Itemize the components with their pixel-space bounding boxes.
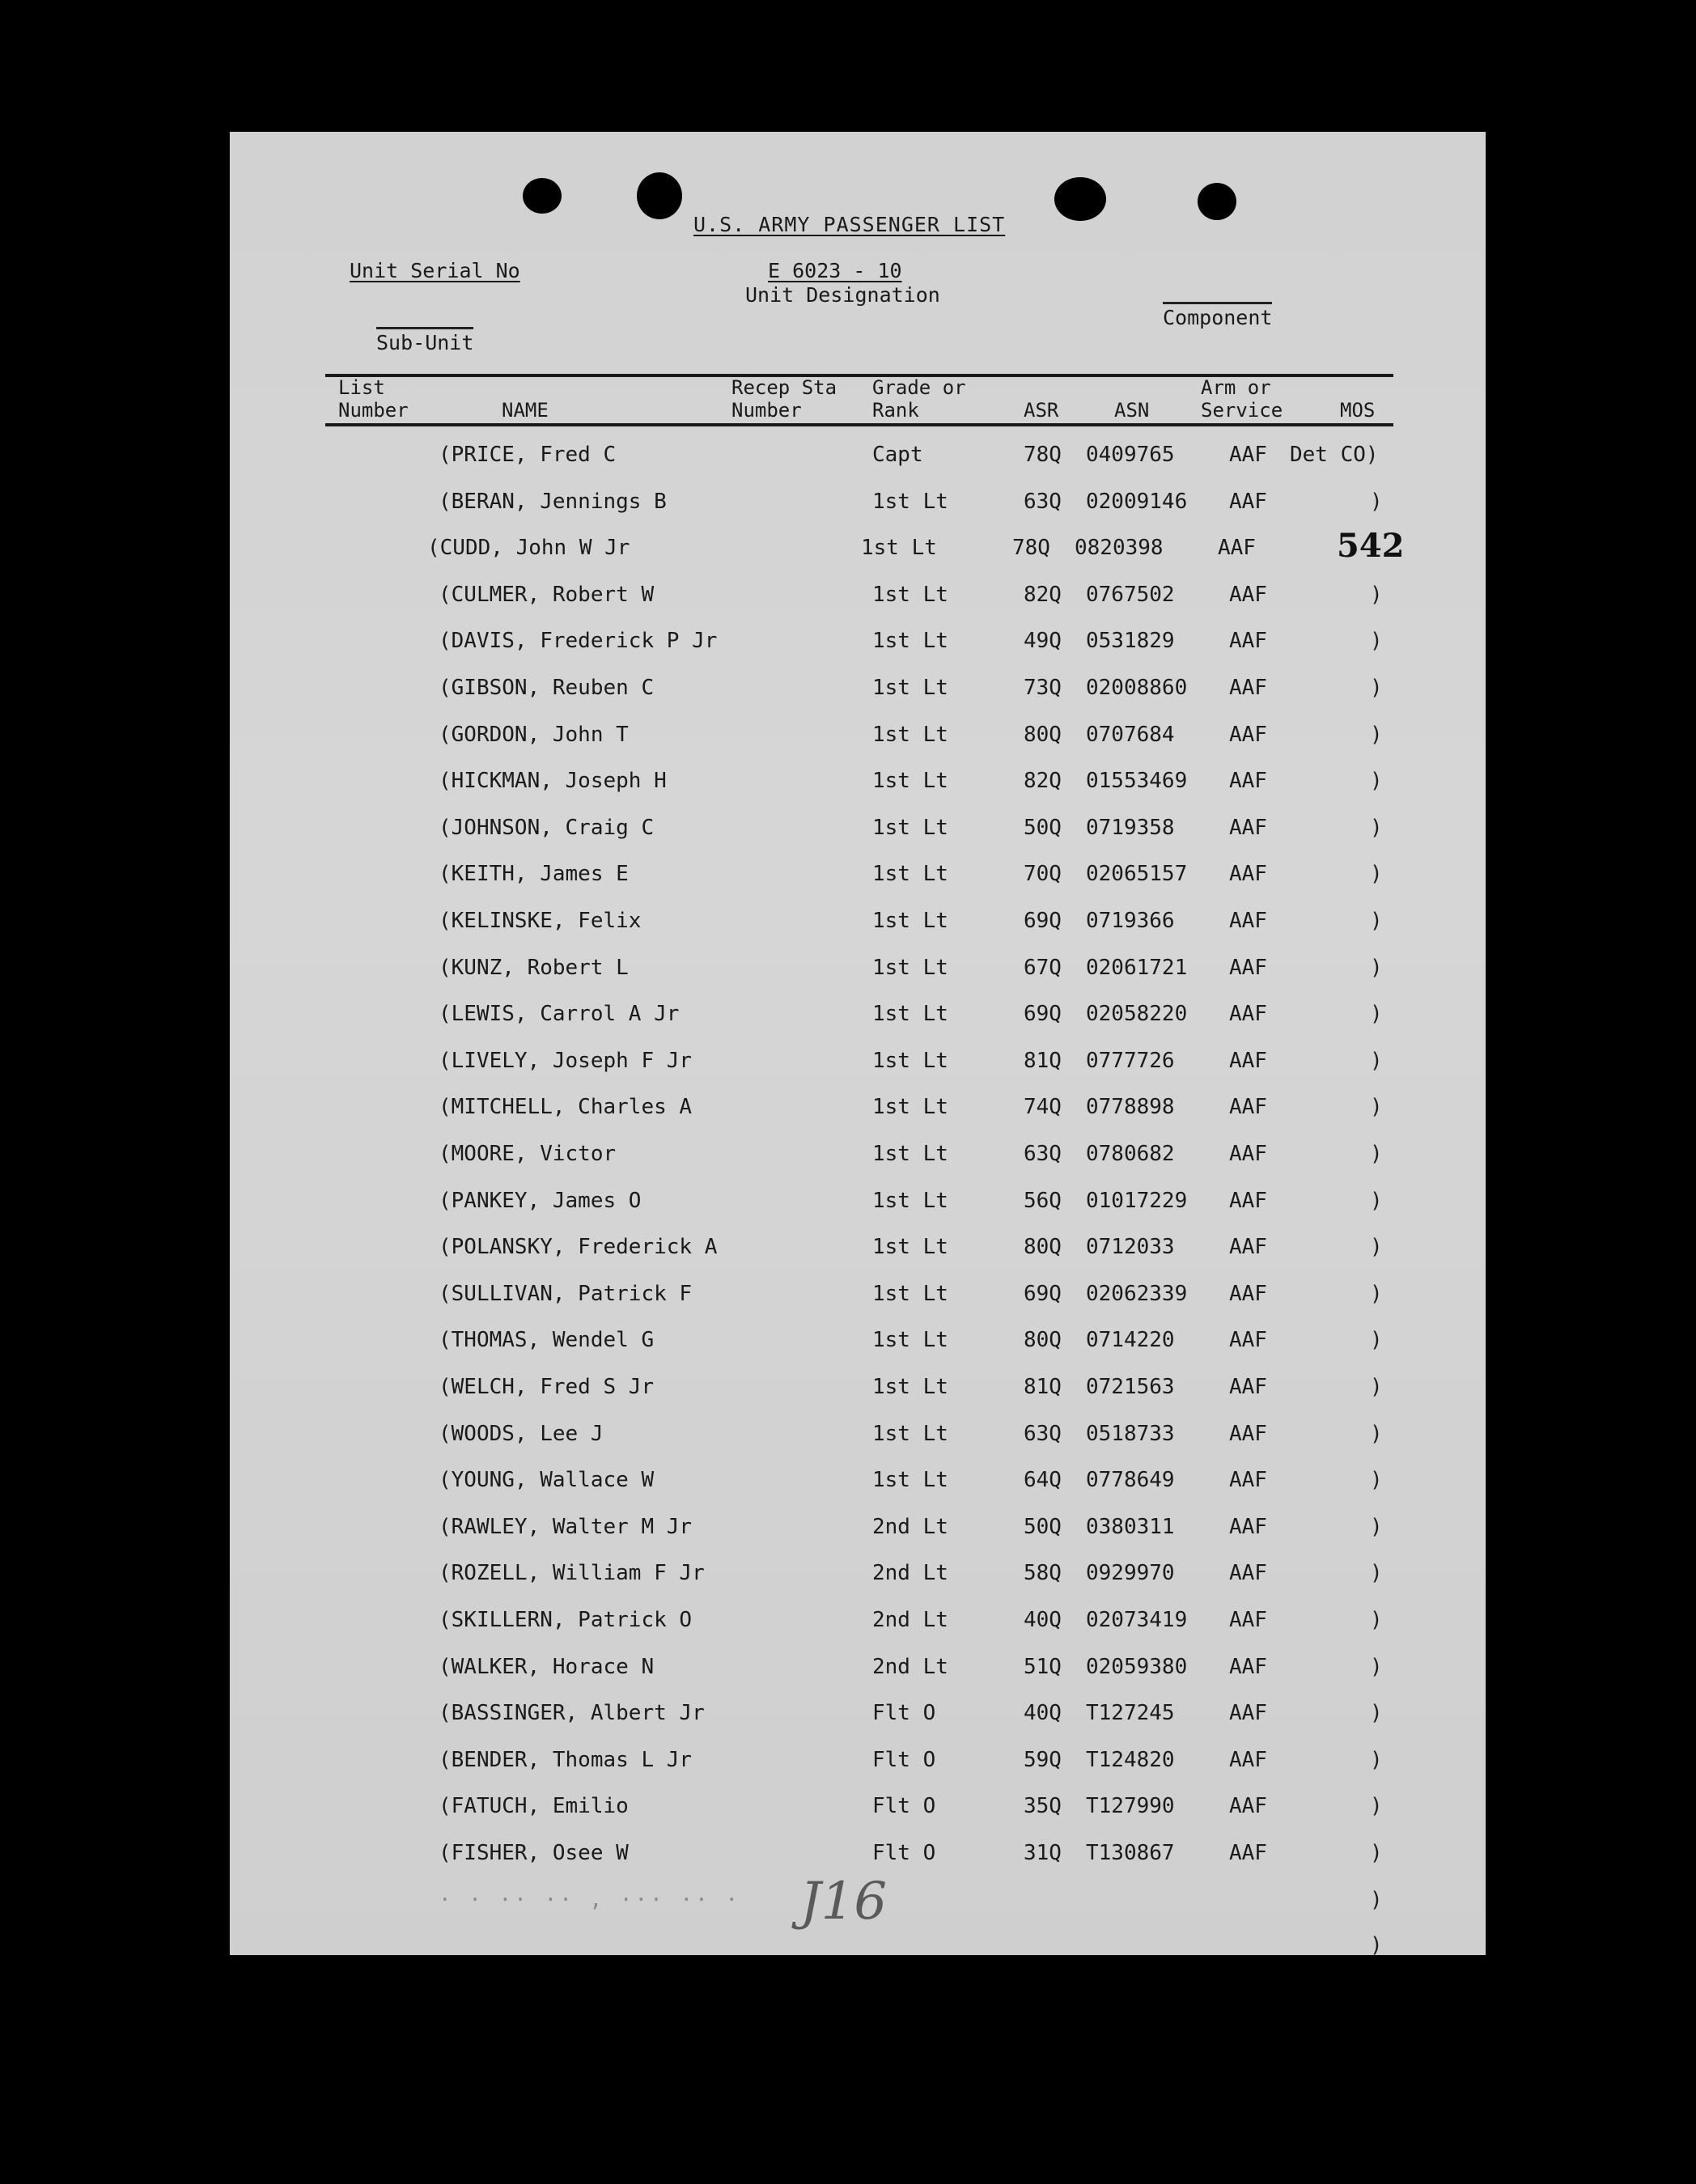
passenger-asn: 02059380 bbox=[1086, 1654, 1188, 1679]
passenger-mos: ) bbox=[1370, 815, 1383, 840]
passenger-arm: AAF bbox=[1229, 443, 1267, 467]
passenger-rank: 1st Lt bbox=[872, 1048, 948, 1073]
col-arm: Arm or Service bbox=[1201, 376, 1283, 422]
passenger-name: (BERAN, Jennings B bbox=[439, 489, 667, 514]
passenger-mos: ) bbox=[1370, 862, 1383, 887]
passenger-rank: 2nd Lt bbox=[872, 1514, 948, 1539]
passenger-rank: 1st Lt bbox=[861, 536, 937, 561]
passenger-mos: ) bbox=[1370, 769, 1383, 794]
passenger-asr: 81Q bbox=[1024, 1048, 1062, 1073]
table-row bbox=[230, 905, 1486, 938]
passenger-mos: ) bbox=[1370, 1095, 1383, 1120]
table-row bbox=[230, 765, 1486, 798]
passenger-mos: ) bbox=[1370, 1235, 1383, 1260]
passenger-asn: T130867 bbox=[1086, 1841, 1175, 1865]
passenger-name: (WELCH, Fred S Jr bbox=[439, 1375, 655, 1399]
passenger-asr: 78Q bbox=[1012, 536, 1050, 561]
passenger-mos: ) bbox=[1370, 1841, 1383, 1865]
punch-hole bbox=[1054, 177, 1106, 221]
table-row bbox=[230, 439, 1486, 472]
passenger-rank: 2nd Lt bbox=[872, 1608, 948, 1632]
punch-hole bbox=[1198, 183, 1236, 220]
passenger-asr: 31Q bbox=[1024, 1841, 1062, 1865]
passenger-arm: AAF bbox=[1229, 1048, 1267, 1073]
passenger-mos: ) bbox=[1370, 1747, 1383, 1772]
passenger-arm: AAF bbox=[1229, 1468, 1267, 1493]
table-row bbox=[218, 532, 1474, 565]
passenger-name: (HICKMAN, Joseph H bbox=[439, 769, 667, 794]
passenger-mos: ) bbox=[1370, 1188, 1383, 1213]
passenger-name: (PANKEY, James O bbox=[439, 1188, 642, 1213]
passenger-asn: 01017229 bbox=[1086, 1188, 1188, 1213]
table-row bbox=[230, 1605, 1486, 1637]
unit-serial-label: Unit Serial No bbox=[350, 259, 520, 282]
passenger-mos: ) bbox=[1370, 722, 1383, 747]
col-recep-sta: Recep Sta Number bbox=[731, 376, 837, 422]
passenger-mos: ) bbox=[1370, 676, 1383, 700]
passenger-asr: 78Q bbox=[1024, 443, 1062, 467]
passenger-asr: 64Q bbox=[1024, 1468, 1062, 1493]
passenger-asr: 50Q bbox=[1024, 1514, 1062, 1539]
table-row bbox=[230, 1419, 1486, 1451]
trailing-mark: ) bbox=[1370, 1933, 1383, 1957]
table-row bbox=[230, 859, 1486, 891]
passenger-arm: AAF bbox=[1229, 1841, 1267, 1865]
passenger-asr: 58Q bbox=[1024, 1561, 1062, 1586]
passenger-asn: 0719358 bbox=[1086, 815, 1175, 840]
punch-hole bbox=[637, 172, 682, 219]
passenger-mos: ) bbox=[1370, 1048, 1383, 1073]
passenger-asn: 0929970 bbox=[1086, 1561, 1175, 1586]
passenger-name: (LEWIS, Carrol A Jr bbox=[439, 1002, 680, 1027]
passenger-asn: 0778898 bbox=[1086, 1095, 1175, 1120]
passenger-name: (GIBSON, Reuben C bbox=[439, 676, 655, 700]
passenger-mos: ) bbox=[1370, 1328, 1383, 1353]
passenger-asr: 59Q bbox=[1024, 1747, 1062, 1772]
passenger-rank: 1st Lt bbox=[872, 629, 948, 654]
punch-hole bbox=[523, 178, 562, 214]
passenger-name: (THOMAS, Wendel G bbox=[439, 1328, 655, 1353]
passenger-rank: 2nd Lt bbox=[872, 1654, 948, 1679]
passenger-asr: 56Q bbox=[1024, 1188, 1062, 1213]
table-row bbox=[230, 812, 1486, 845]
table-row bbox=[230, 999, 1486, 1031]
passenger-rank: 1st Lt bbox=[872, 1235, 948, 1260]
component-label: Component bbox=[1163, 302, 1272, 329]
passenger-asr: 74Q bbox=[1024, 1095, 1062, 1120]
passenger-name: (YOUNG, Wallace W bbox=[439, 1468, 655, 1493]
passenger-arm: AAF bbox=[1229, 629, 1267, 654]
passenger-asn: T127990 bbox=[1086, 1794, 1175, 1819]
table-row bbox=[230, 1465, 1486, 1497]
passenger-asr: 80Q bbox=[1024, 722, 1062, 747]
passenger-name: (CULMER, Robert W bbox=[439, 582, 655, 607]
col-asn: ASN bbox=[1114, 399, 1150, 422]
passenger-mos: ) bbox=[1370, 582, 1383, 607]
passenger-mos: ) bbox=[1370, 489, 1383, 514]
passenger-arm: AAF bbox=[1229, 1561, 1267, 1586]
passenger-name: (WOODS, Lee J bbox=[439, 1421, 604, 1446]
passenger-asn: 0780682 bbox=[1086, 1142, 1175, 1166]
passenger-asr: 63Q bbox=[1024, 1142, 1062, 1166]
col-grade: Grade or Rank bbox=[872, 376, 966, 422]
passenger-arm: AAF bbox=[1229, 676, 1267, 700]
passenger-rank: Flt O bbox=[872, 1747, 936, 1772]
passenger-asr: 81Q bbox=[1024, 1375, 1062, 1399]
passenger-rank: 1st Lt bbox=[872, 1281, 948, 1306]
passenger-arm: AAF bbox=[1229, 1514, 1267, 1539]
passenger-asr: 70Q bbox=[1024, 862, 1062, 887]
passenger-arm: AAF bbox=[1229, 955, 1267, 980]
passenger-asn: 02008860 bbox=[1086, 676, 1188, 700]
passenger-asr: 40Q bbox=[1024, 1701, 1062, 1726]
table-row bbox=[230, 1652, 1486, 1684]
passenger-rank: 1st Lt bbox=[872, 862, 948, 887]
passenger-name: (GORDON, John T bbox=[439, 722, 629, 747]
passenger-arm: AAF bbox=[1229, 1654, 1267, 1679]
table-row bbox=[230, 1279, 1486, 1311]
passenger-rank: 1st Lt bbox=[872, 955, 948, 980]
table-row bbox=[230, 1045, 1486, 1078]
passenger-name: (FATUCH, Emilio bbox=[439, 1794, 629, 1819]
table-row bbox=[230, 1745, 1486, 1777]
passenger-mos: Det CO) bbox=[1290, 443, 1379, 467]
passenger-asr: 69Q bbox=[1024, 1002, 1062, 1027]
passenger-arm: AAF bbox=[1229, 1328, 1267, 1353]
passenger-name: (POLANSKY, Frederick A bbox=[439, 1235, 718, 1260]
passenger-rank: 1st Lt bbox=[872, 1328, 948, 1353]
passenger-arm: AAF bbox=[1229, 1188, 1267, 1213]
passenger-asn: 02058220 bbox=[1086, 1002, 1188, 1027]
passenger-arm: AAF bbox=[1229, 1281, 1267, 1306]
passenger-asn: 02073419 bbox=[1086, 1608, 1188, 1632]
col-asr: ASR bbox=[1024, 399, 1059, 422]
unit-designation-label: Unit Designation bbox=[745, 283, 940, 307]
header-bottom-rule bbox=[325, 423, 1393, 426]
passenger-arm: AAF bbox=[1229, 1002, 1267, 1027]
passenger-mos: ) bbox=[1370, 1002, 1383, 1027]
table-row bbox=[230, 626, 1486, 658]
passenger-asr: 50Q bbox=[1024, 815, 1062, 840]
passenger-asn: 0777726 bbox=[1086, 1048, 1175, 1073]
passenger-name: (FISHER, Osee W bbox=[439, 1841, 629, 1865]
passenger-rank: Flt O bbox=[872, 1701, 936, 1726]
passenger-name: (MOORE, Victor bbox=[439, 1142, 617, 1166]
passenger-asn: 01553469 bbox=[1086, 769, 1188, 794]
table-row bbox=[230, 1139, 1486, 1171]
table-row bbox=[230, 1372, 1486, 1404]
passenger-arm: AAF bbox=[1229, 489, 1267, 514]
passenger-rank: 1st Lt bbox=[872, 1002, 948, 1027]
passenger-mos: ) bbox=[1370, 1281, 1383, 1306]
passenger-arm: AAF bbox=[1229, 1421, 1267, 1446]
passenger-mos: ) bbox=[1370, 1468, 1383, 1493]
passenger-mos: ) bbox=[1370, 1654, 1383, 1679]
passenger-rank: 1st Lt bbox=[872, 769, 948, 794]
passenger-arm: AAF bbox=[1229, 1095, 1267, 1120]
passenger-asr: 67Q bbox=[1024, 955, 1062, 980]
passenger-asr: 69Q bbox=[1024, 1281, 1062, 1306]
passenger-rank: 1st Lt bbox=[872, 909, 948, 933]
passenger-rank: 1st Lt bbox=[872, 1095, 948, 1120]
passenger-asr: 63Q bbox=[1024, 489, 1062, 514]
table-row bbox=[230, 1512, 1486, 1544]
passenger-mos: ) bbox=[1370, 1794, 1383, 1819]
passenger-name: (MITCHELL, Charles A bbox=[439, 1095, 693, 1120]
passenger-arm: AAF bbox=[1218, 536, 1256, 561]
passenger-arm: AAF bbox=[1229, 722, 1267, 747]
passenger-arm: AAF bbox=[1229, 1747, 1267, 1772]
passenger-asn: 0712033 bbox=[1086, 1235, 1175, 1260]
passenger-rank: 1st Lt bbox=[872, 582, 948, 607]
passenger-rank: 1st Lt bbox=[872, 676, 948, 700]
passenger-mos: ) bbox=[1370, 1375, 1383, 1399]
sub-unit-label: Sub-Unit bbox=[376, 327, 473, 354]
table-row bbox=[230, 1558, 1486, 1590]
passenger-asn: 0721563 bbox=[1086, 1375, 1175, 1399]
passenger-name: (CUDD, John W Jr bbox=[427, 536, 630, 561]
passenger-rank: 1st Lt bbox=[872, 815, 948, 840]
passenger-rank: 1st Lt bbox=[872, 489, 948, 514]
passenger-arm: AAF bbox=[1229, 1142, 1267, 1166]
passenger-asr: 80Q bbox=[1024, 1328, 1062, 1353]
passenger-asr: 49Q bbox=[1024, 629, 1062, 654]
passenger-asr: 73Q bbox=[1024, 676, 1062, 700]
passenger-rank: 1st Lt bbox=[872, 1421, 948, 1446]
passenger-asn: T124820 bbox=[1086, 1747, 1175, 1772]
col-mos: MOS bbox=[1340, 399, 1376, 422]
trailing-mark: ) bbox=[1370, 1888, 1383, 1912]
passenger-rank: 2nd Lt bbox=[872, 1561, 948, 1586]
passenger-arm: AAF bbox=[1229, 582, 1267, 607]
passenger-name: (PRICE, Fred C bbox=[439, 443, 617, 467]
passenger-mos: ) bbox=[1370, 909, 1383, 933]
passenger-name: (RAWLEY, Walter M Jr bbox=[439, 1514, 693, 1539]
table-row bbox=[230, 579, 1486, 612]
passenger-asn: 02065157 bbox=[1086, 862, 1188, 887]
table-row bbox=[230, 719, 1486, 752]
passenger-asn: 02062339 bbox=[1086, 1281, 1188, 1306]
passenger-arm: AAF bbox=[1229, 1375, 1267, 1399]
passenger-arm: AAF bbox=[1229, 1608, 1267, 1632]
passenger-asn: 0714220 bbox=[1086, 1328, 1175, 1353]
passenger-asn: 0518733 bbox=[1086, 1421, 1175, 1446]
passenger-name: (BENDER, Thomas L Jr bbox=[439, 1747, 693, 1772]
passenger-asr: 80Q bbox=[1024, 1235, 1062, 1260]
passenger-name: (KEITH, James E bbox=[439, 862, 629, 887]
passenger-asr: 63Q bbox=[1024, 1421, 1062, 1446]
stamp-number: 542 bbox=[1337, 527, 1405, 565]
passenger-mos: ) bbox=[1370, 955, 1383, 980]
passenger-asn: 0767502 bbox=[1086, 582, 1175, 607]
passenger-arm: AAF bbox=[1229, 1794, 1267, 1819]
passenger-asn: 0531829 bbox=[1086, 629, 1175, 654]
passenger-asr: 35Q bbox=[1024, 1794, 1062, 1819]
passenger-rank: 1st Lt bbox=[872, 1375, 948, 1399]
table-row bbox=[230, 1698, 1486, 1730]
col-name: NAME bbox=[502, 399, 549, 422]
passenger-name: (LIVELY, Joseph F Jr bbox=[439, 1048, 693, 1073]
table-row bbox=[230, 1232, 1486, 1264]
table-row bbox=[230, 1185, 1486, 1218]
passenger-asn: 0820398 bbox=[1075, 536, 1164, 561]
table-row bbox=[230, 1838, 1486, 1870]
passenger-mos: ) bbox=[1370, 1701, 1383, 1726]
passenger-name: (WALKER, Horace N bbox=[439, 1654, 655, 1679]
passenger-asn: 02061721 bbox=[1086, 955, 1188, 980]
passenger-rank: 1st Lt bbox=[872, 1468, 948, 1493]
passenger-name: (SKILLERN, Patrick O bbox=[439, 1608, 693, 1632]
faded-row: · · ·· ·· , ··· ·· · bbox=[439, 1888, 741, 1912]
passenger-name: (SULLIVAN, Patrick F bbox=[439, 1281, 693, 1306]
passenger-mos: ) bbox=[1370, 1421, 1383, 1446]
unit-designation-value: E 6023 - 10 bbox=[768, 259, 902, 282]
table-row bbox=[230, 672, 1486, 705]
document-page bbox=[230, 132, 1486, 1955]
passenger-asr: 40Q bbox=[1024, 1608, 1062, 1632]
passenger-mos: ) bbox=[1370, 1514, 1383, 1539]
passenger-name: (BASSINGER, Albert Jr bbox=[439, 1701, 705, 1726]
passenger-asn: 0409765 bbox=[1086, 443, 1175, 467]
passenger-rank: Flt O bbox=[872, 1841, 936, 1865]
passenger-mos: ) bbox=[1370, 1142, 1383, 1166]
passenger-asr: 82Q bbox=[1024, 582, 1062, 607]
passenger-rank: Capt bbox=[872, 443, 923, 467]
passenger-asn: 0380311 bbox=[1086, 1514, 1175, 1539]
passenger-asn: 0778649 bbox=[1086, 1468, 1175, 1493]
passenger-arm: AAF bbox=[1229, 1701, 1267, 1726]
passenger-arm: AAF bbox=[1229, 862, 1267, 887]
passenger-name: (ROZELL, William F Jr bbox=[439, 1561, 705, 1586]
passenger-name: (DAVIS, Frederick P Jr bbox=[439, 629, 718, 654]
passenger-arm: AAF bbox=[1229, 815, 1267, 840]
passenger-asr: 69Q bbox=[1024, 909, 1062, 933]
col-list-number: List Number bbox=[338, 376, 409, 422]
passenger-rank: 1st Lt bbox=[872, 722, 948, 747]
passenger-rank: 1st Lt bbox=[872, 1188, 948, 1213]
table-row bbox=[230, 1325, 1486, 1357]
passenger-asn: 02009146 bbox=[1086, 489, 1188, 514]
passenger-name: (JOHNSON, Craig C bbox=[439, 815, 655, 840]
passenger-asn: T127245 bbox=[1086, 1701, 1175, 1726]
passenger-name: (KUNZ, Robert L bbox=[439, 955, 629, 980]
passenger-arm: AAF bbox=[1229, 769, 1267, 794]
passenger-asr: 51Q bbox=[1024, 1654, 1062, 1679]
table-row bbox=[230, 486, 1486, 519]
pencil-note: J16 bbox=[800, 1872, 888, 1932]
table-row bbox=[230, 1791, 1486, 1823]
passenger-mos: ) bbox=[1370, 629, 1383, 654]
passenger-mos: ) bbox=[1370, 1608, 1383, 1632]
passenger-name: (KELINSKE, Felix bbox=[439, 909, 642, 933]
table-row bbox=[230, 1092, 1486, 1124]
document-title: U.S. ARMY PASSENGER LIST bbox=[693, 213, 1006, 236]
passenger-arm: AAF bbox=[1229, 1235, 1267, 1260]
passenger-asr: 82Q bbox=[1024, 769, 1062, 794]
passenger-arm: AAF bbox=[1229, 909, 1267, 933]
passenger-asn: 0707684 bbox=[1086, 722, 1175, 747]
passenger-mos: ) bbox=[1370, 1561, 1383, 1586]
passenger-rank: 1st Lt bbox=[872, 1142, 948, 1166]
passenger-asn: 0719366 bbox=[1086, 909, 1175, 933]
table-row bbox=[230, 952, 1486, 985]
passenger-rank: Flt O bbox=[872, 1794, 936, 1819]
